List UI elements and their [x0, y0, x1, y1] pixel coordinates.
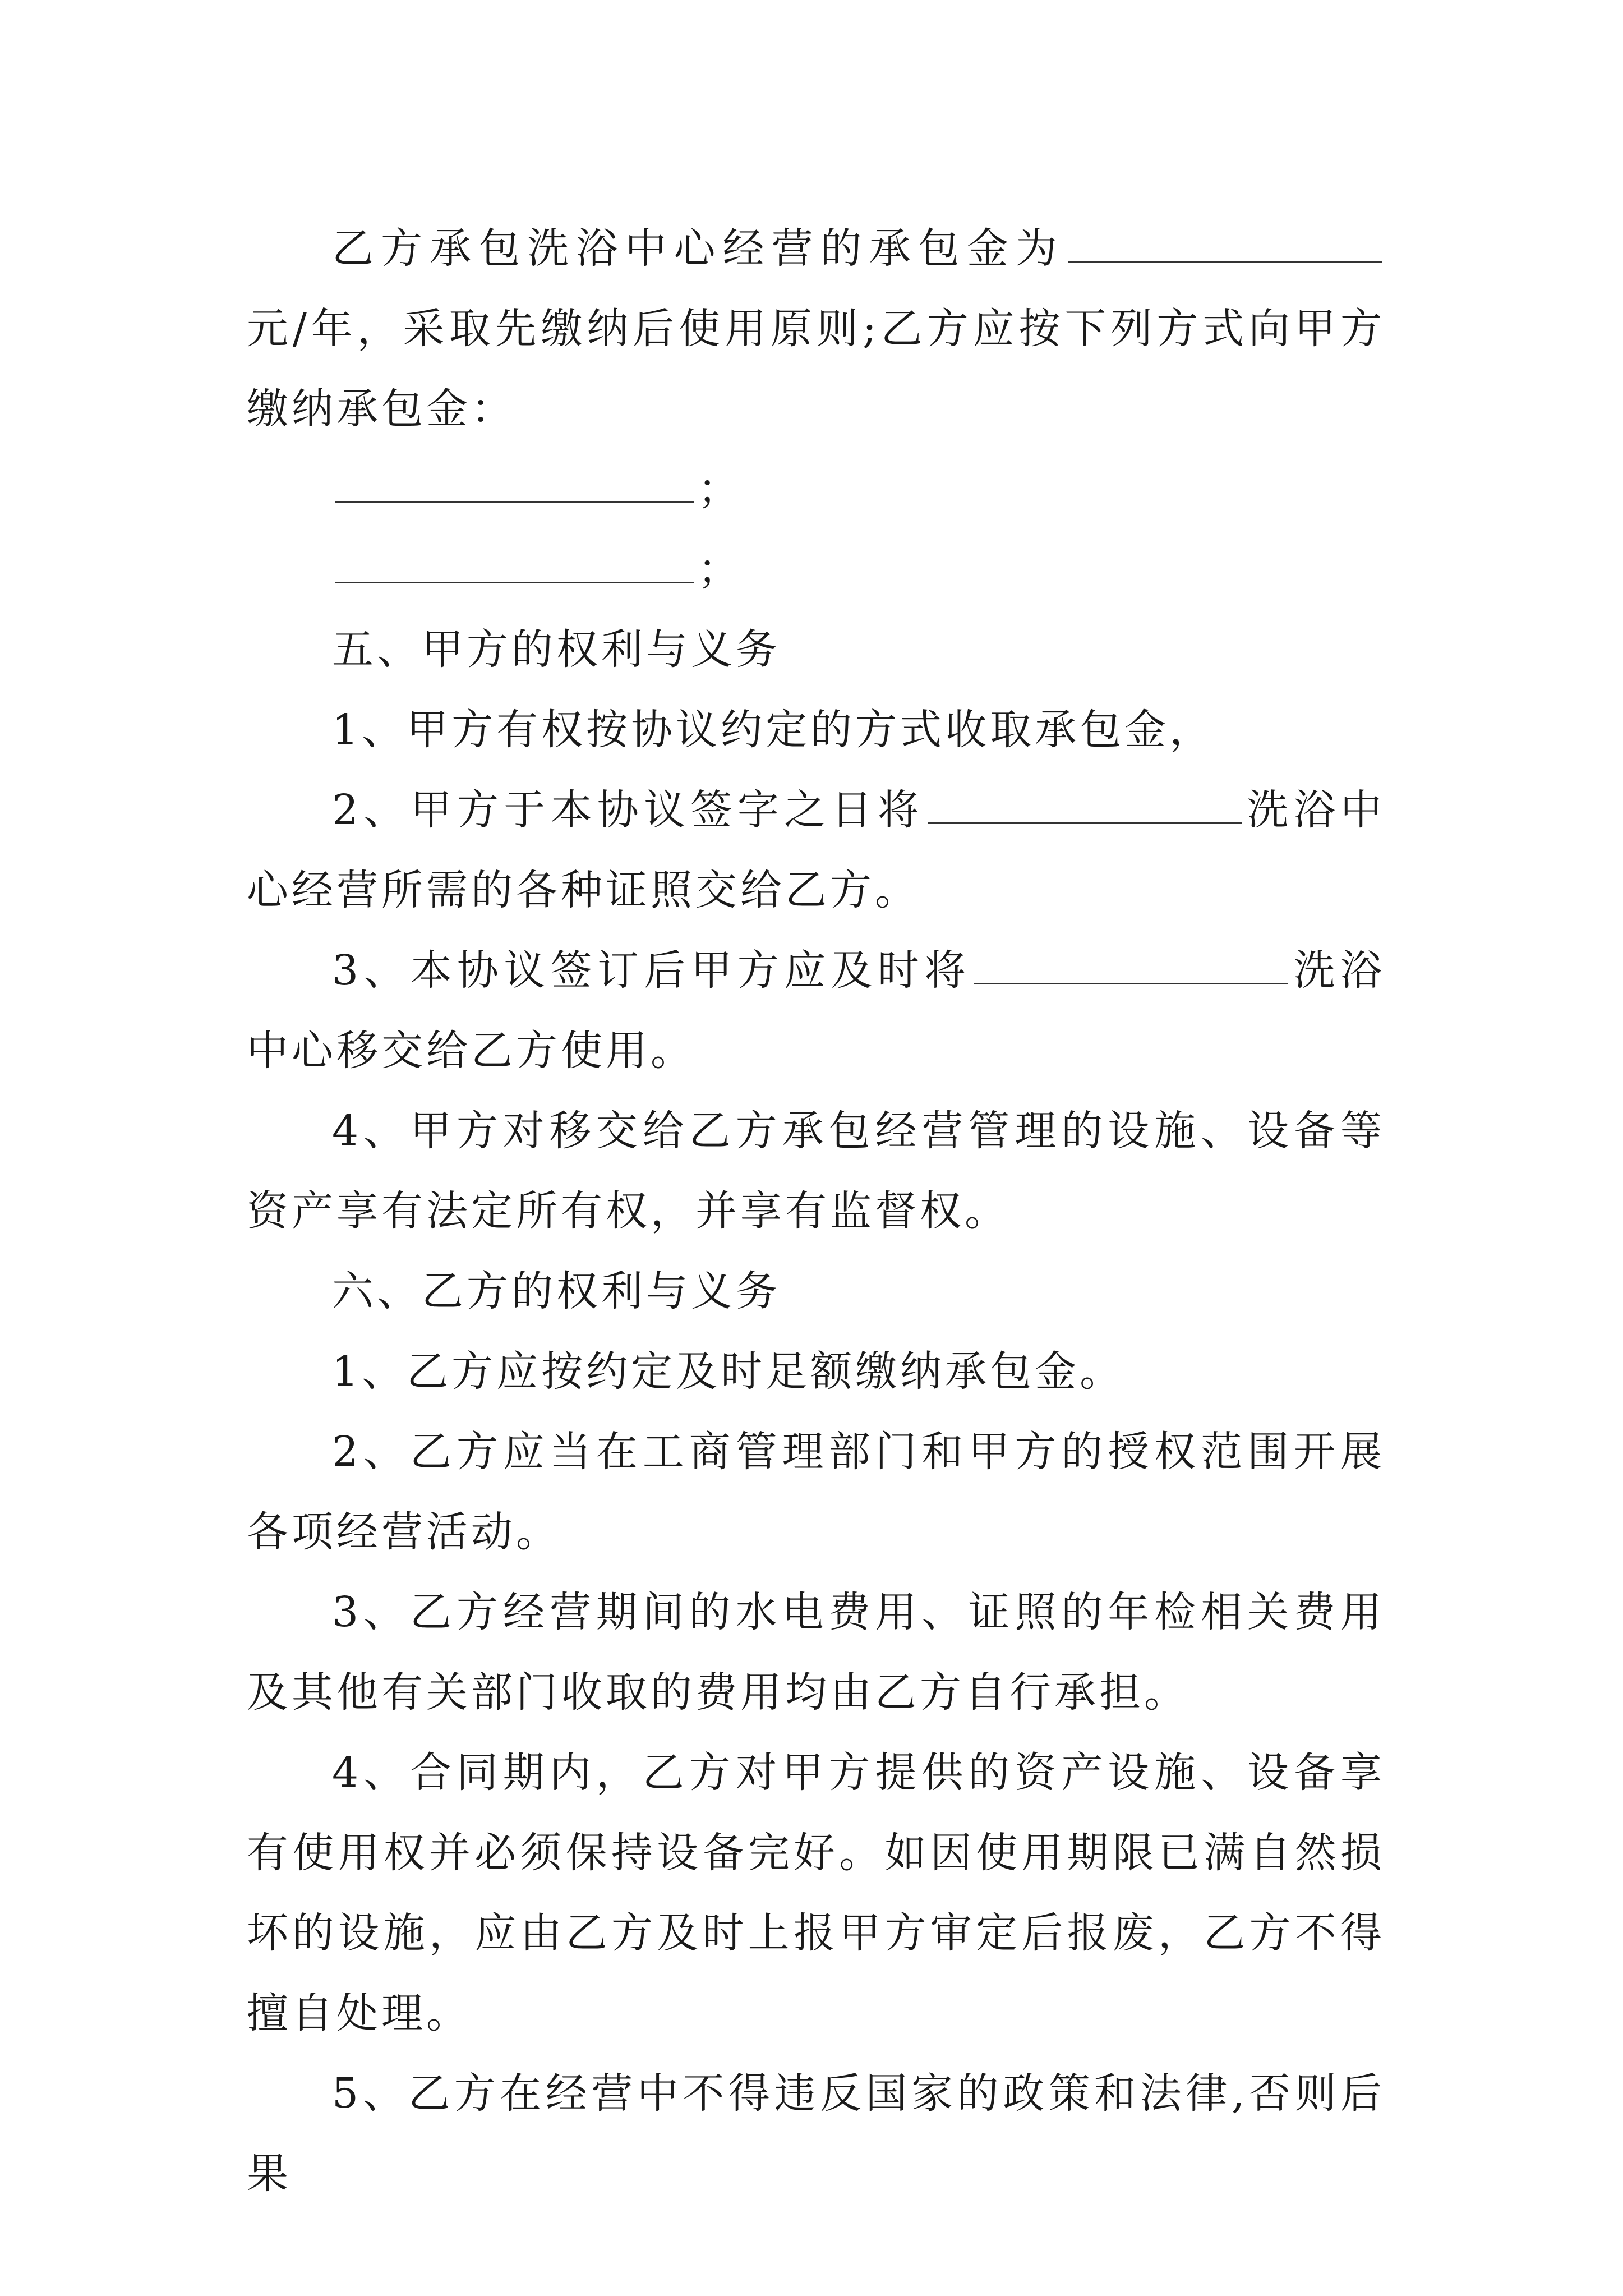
- paragraph-text: 乙方承包洗浴中心经营的承包金为: [332, 224, 1064, 273]
- fill-in-blank[interactable]: [974, 944, 1288, 984]
- section-heading-party-a: 五、甲方的权利与义务: [332, 625, 781, 674]
- paragraph-text: ；: [698, 545, 743, 593]
- payment-method-line-1: [247, 449, 1385, 530]
- fill-in-blank[interactable]: [335, 542, 694, 583]
- paragraph-text: 洗浴中心移交给乙方使用。: [247, 946, 1385, 1075]
- document-body: [247, 209, 1385, 2214]
- fill-in-blank[interactable]: [928, 783, 1242, 824]
- payment-method-line-2: [247, 530, 1385, 610]
- clause-b-3: 3、乙方经营期间的水电费用、证照的年检相关费用及其他有关部门收取的费用均由乙方自行承担。: [247, 1588, 1385, 1717]
- fill-in-blank[interactable]: [1068, 222, 1382, 263]
- clause-b-4: 4、合同期内，乙方对甲方提供的资产设施、设备享有使用权并必须保持设备完好。如因使用期限已满自然损坏的设施，应由乙方及时上报甲方审定后报废，乙方不得擅自处理。: [247, 1749, 1385, 2037]
- paragraph-text: ；: [698, 465, 743, 513]
- paragraph-text: 洗浴中心经营所需的各种证照交给乙方。: [247, 786, 1385, 914]
- clause-a-4: 4、甲方对移交给乙方承包经营管理的设施、设备等资产享有法定所有权，并享有监督权。: [247, 1107, 1385, 1235]
- clause-b-1: 1、乙方应按约定及时足额缴纳承包金。: [332, 1347, 1125, 1396]
- clause-b-5: 5、乙方在经营中不得违反国家的政策和法律,否则后果: [247, 2069, 1385, 2198]
- clause-a-1: 1、甲方有权按协议约定的方式收取承包金，: [332, 706, 1215, 754]
- paragraph-text: 2、甲方于本协议签字之日将: [332, 786, 925, 834]
- contract-fee-paragraph: [247, 209, 1385, 449]
- clause-b-2: 2、乙方应当在工商管理部门和甲方的授权范围开展各项经营活动。: [247, 1428, 1385, 1556]
- paragraph-text: 元/年，采取先缴纳后使用原则;乙方应按下列方式向甲方缴纳承包金：: [247, 305, 1385, 433]
- paragraph-text: 3、本协议签订后甲方应及时将: [332, 946, 971, 995]
- clause-a-3: [247, 931, 1385, 1091]
- fill-in-blank[interactable]: [335, 462, 694, 503]
- clause-a-2: [247, 770, 1385, 931]
- section-heading-party-b: 六、乙方的权利与义务: [332, 1267, 781, 1315]
